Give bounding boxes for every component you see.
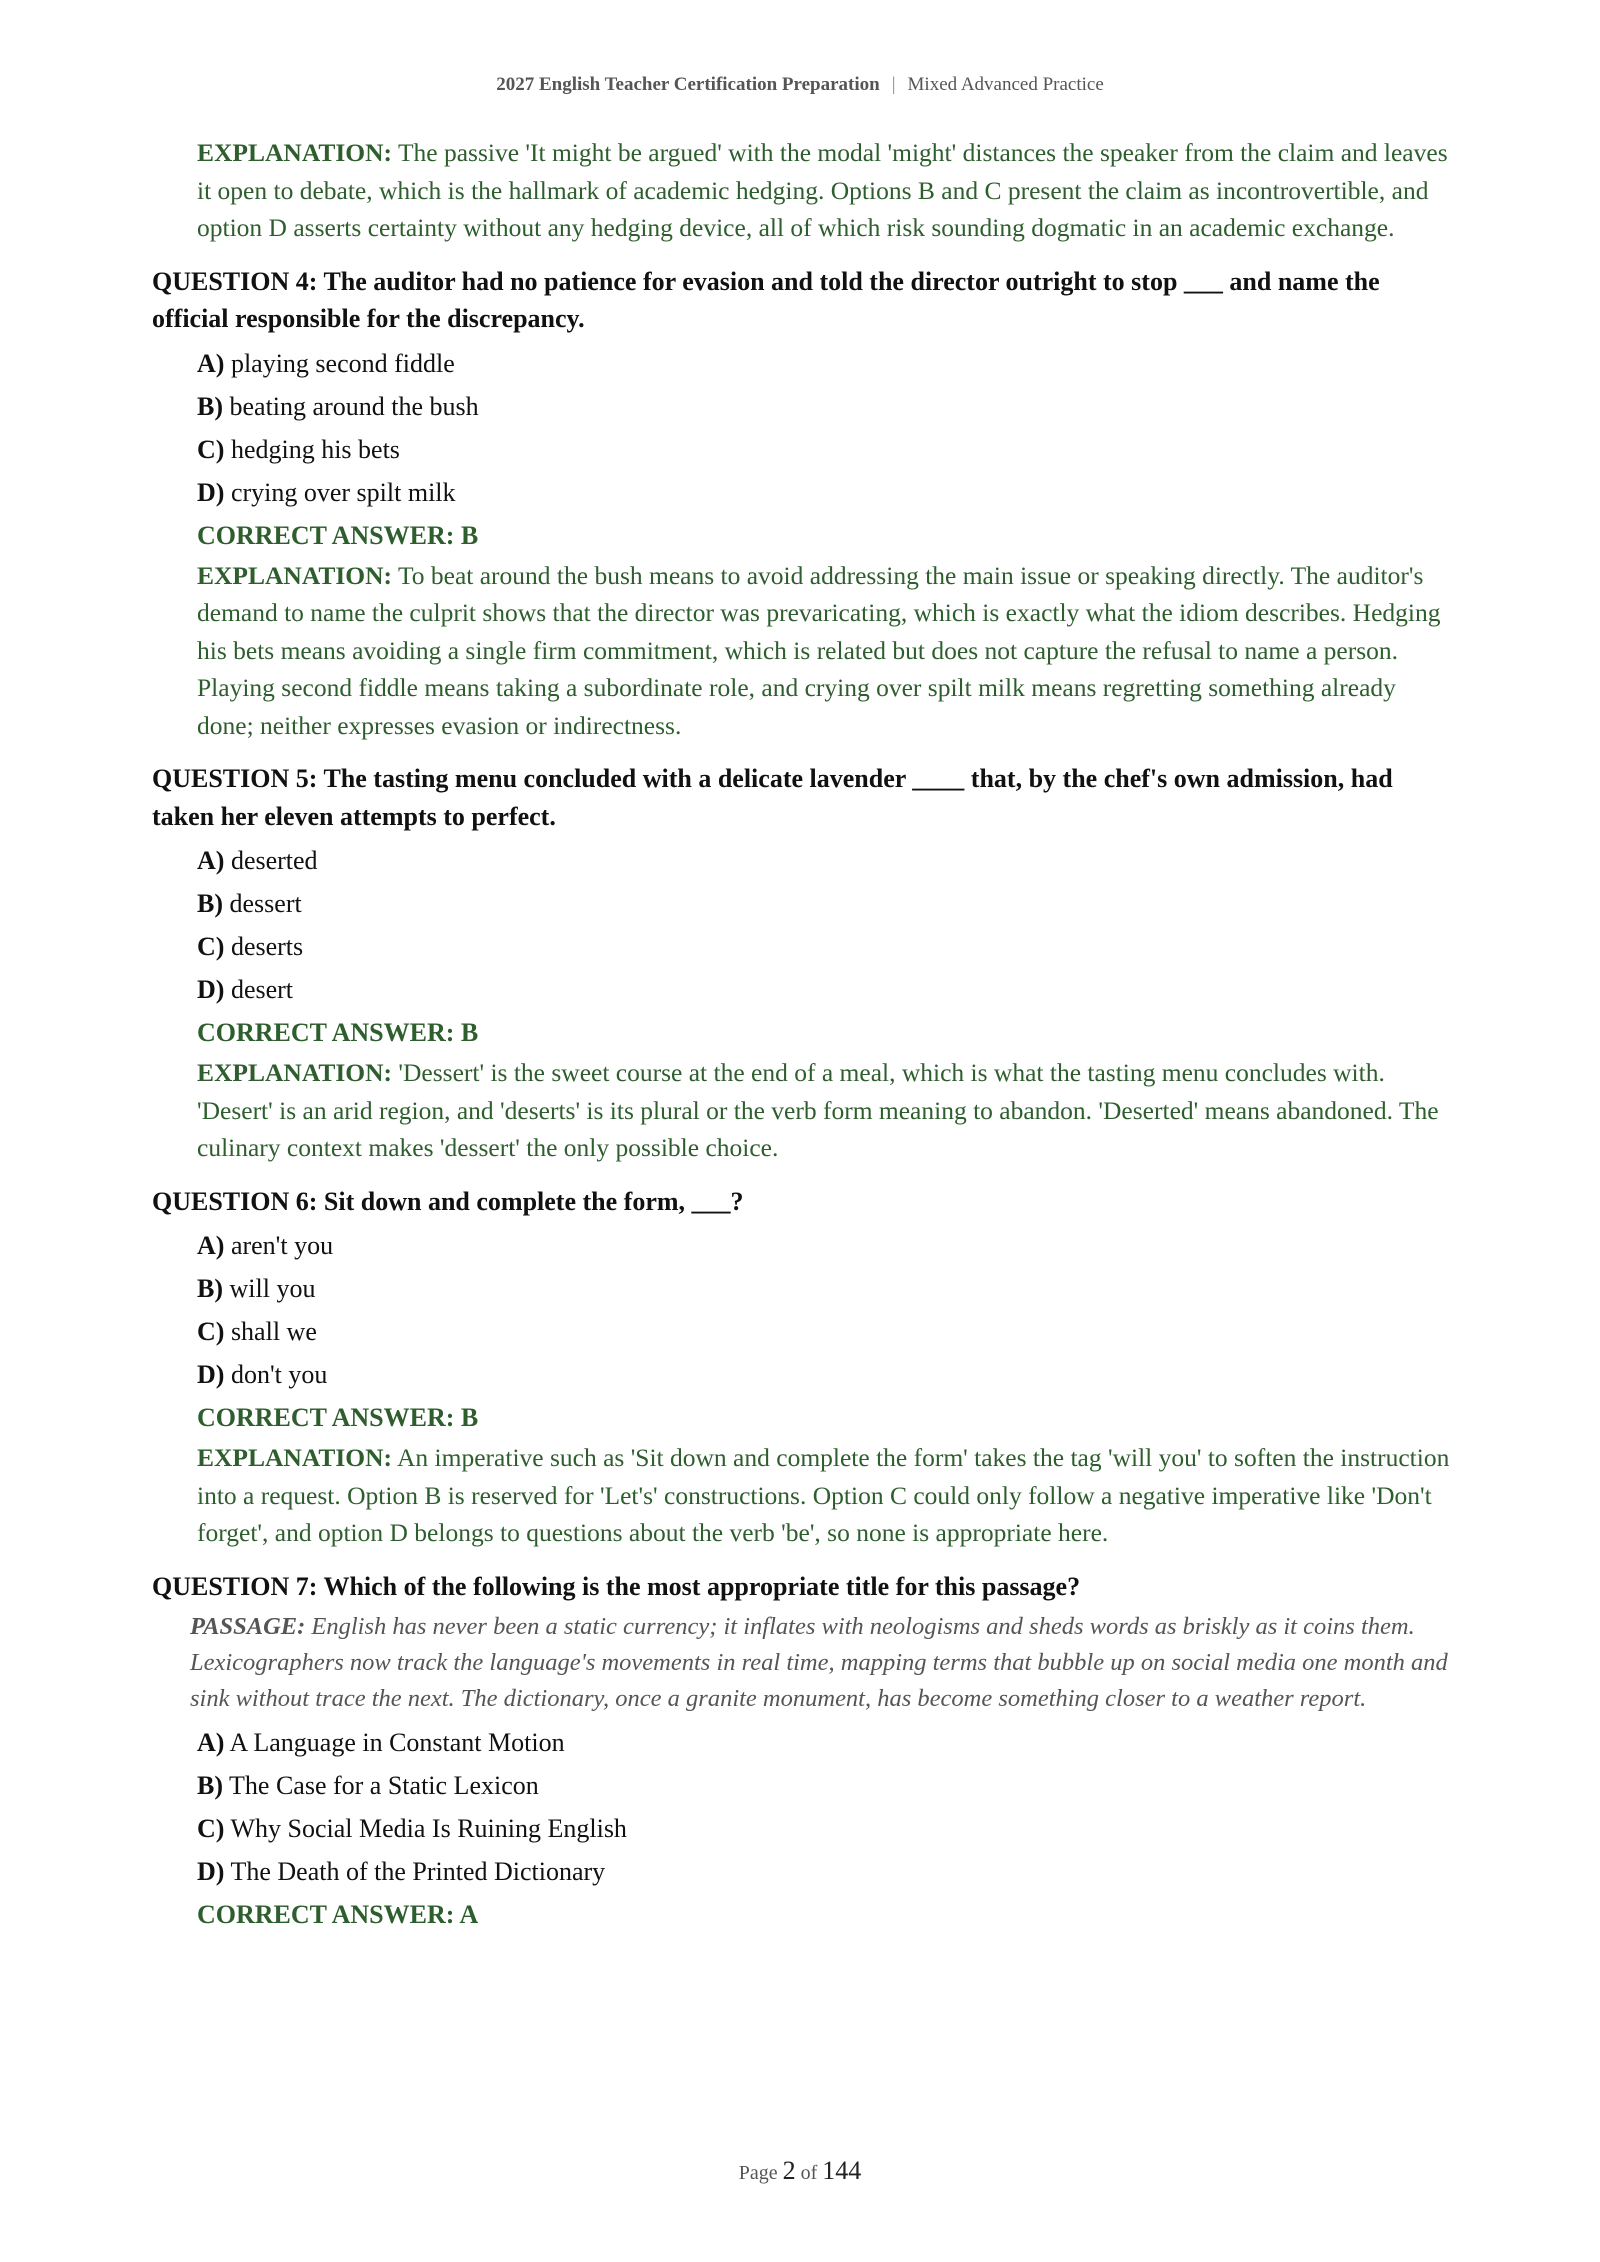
option-b: B) dessert [197,889,302,918]
explanation-label: EXPLANATION: [197,1058,393,1087]
page-number: 2 [782,2156,796,2185]
question-4 [152,263,1452,745]
page-header [0,74,1600,96]
correct-answer: CORRECT ANSWER: B [197,1018,479,1047]
explanation [197,557,1452,745]
explanation-label: EXPLANATION: [197,1443,393,1472]
explanation-text: 'Dessert' is the sweet course at the end of a meal, which is what the tasting menu concludes with. 'Desert' is an arid region, and 'deserts' is its plural or the verb form meaning to abandon. 'Deserted' means abandoned. The culinary context makes 'dessert' the only possible choice. [197,1058,1439,1162]
option-d: D) don't you [197,1360,328,1389]
carryover-explanation [197,134,1452,247]
page-footer [0,2156,1600,2186]
explanation-text: To beat around the bush means to avoid addressing the main issue or speaking directly. The auditor's demand to name the culprit shows that the director was prevaricating, which is exactly what the idiom describes. Hedging his bets means avoiding a single firm commitment, which is related but does not capture the refusal to name a person. Playing second fiddle means taking a subordinate role, and crying over spilt milk means regretting something already done; neither expresses evasion or indirectness. [197,560,1441,740]
correct-answer: CORRECT ANSWER: A [197,1900,479,1929]
passage-text: English has never been a static currency; it inflates with neologisms and sheds words as briskly as it coins them. Lexicographers now track the language's movements in real time, mapping terms that bubble up on social media one month and sink without trace the next. The dictionary, once a granite monument, has become something closer to a weather report. [190,1613,1448,1712]
header-title: 2027 English Teacher Certification Preparation [496,74,880,95]
header-subtitle: Mixed Advanced Practice [907,74,1104,95]
explanation [197,1054,1452,1167]
correct-answer: CORRECT ANSWER: B [197,1403,479,1432]
option-c: C) shall we [197,1317,317,1346]
explanation-text: The passive 'It might be argued' with the modal 'might' distances the speaker from the claim and leaves it open to debate, which is the hallmark of academic hedging. Options B and C present the claim as incontrovertible, and option D asserts certainty without any hedging device, all of which risk sounding dogmatic in an academic exchange. [197,138,1448,242]
explanation-text: An imperative such as 'Sit down and complete the form' takes the tag 'will you' to soften the instruction into a request. Option B is reserved for 'Let's' constructions. Option C could only follow a negative imperative like 'Don't forget', and option D belongs to questions about the verb 'be', so none is appropriate here. [197,1443,1450,1547]
question-stem: QUESTION 4: The auditor had no patience for evasion and told the director outright to stop ___ and name the official responsible for the discrepancy. [152,266,1380,333]
question-6 [152,1183,1452,1552]
reading-passage [190,1609,1452,1717]
question-7 [152,1568,1452,1937]
explanation [197,1439,1452,1552]
header-separator: | [891,74,896,95]
option-a: A) A Language in Constant Motion [197,1728,565,1757]
option-c: C) Why Social Media Is Ruining English [197,1814,627,1843]
question-stem: QUESTION 5: The tasting menu concluded with a delicate lavender ____ that, by the chef's own admission, had taken her eleven attempts to perfect. [152,764,1393,831]
explanation-label: EXPLANATION: [197,560,393,590]
question-5 [152,760,1452,1167]
option-a: A) playing second fiddle [197,348,455,378]
option-a: A) deserted [197,846,318,875]
page-content [152,134,1452,1952]
of-word: of [800,2162,818,2184]
option-c: C) deserts [197,932,304,961]
option-a: A) aren't you [197,1231,334,1260]
option-b: B) will you [197,1274,316,1303]
option-b: B) beating around the bush [197,391,479,421]
total-pages: 144 [822,2156,862,2185]
explanation-label: EXPLANATION: [197,138,393,167]
passage-label: PASSAGE: [190,1613,306,1640]
question-stem: QUESTION 7: Which of the following is the most appropriate title for this passage? [152,1571,1081,1601]
page-word: Page [738,2162,778,2184]
option-d: D) desert [197,975,294,1004]
option-c: C) hedging his bets [197,434,400,464]
option-d: D) crying over spilt milk [197,477,456,507]
question-stem: QUESTION 6: Sit down and complete the form, ___? [152,1186,744,1216]
option-d: D) The Death of the Printed Dictionary [197,1857,606,1886]
option-b: B) The Case for a Static Lexicon [197,1771,539,1800]
correct-answer: CORRECT ANSWER: B [197,520,479,550]
